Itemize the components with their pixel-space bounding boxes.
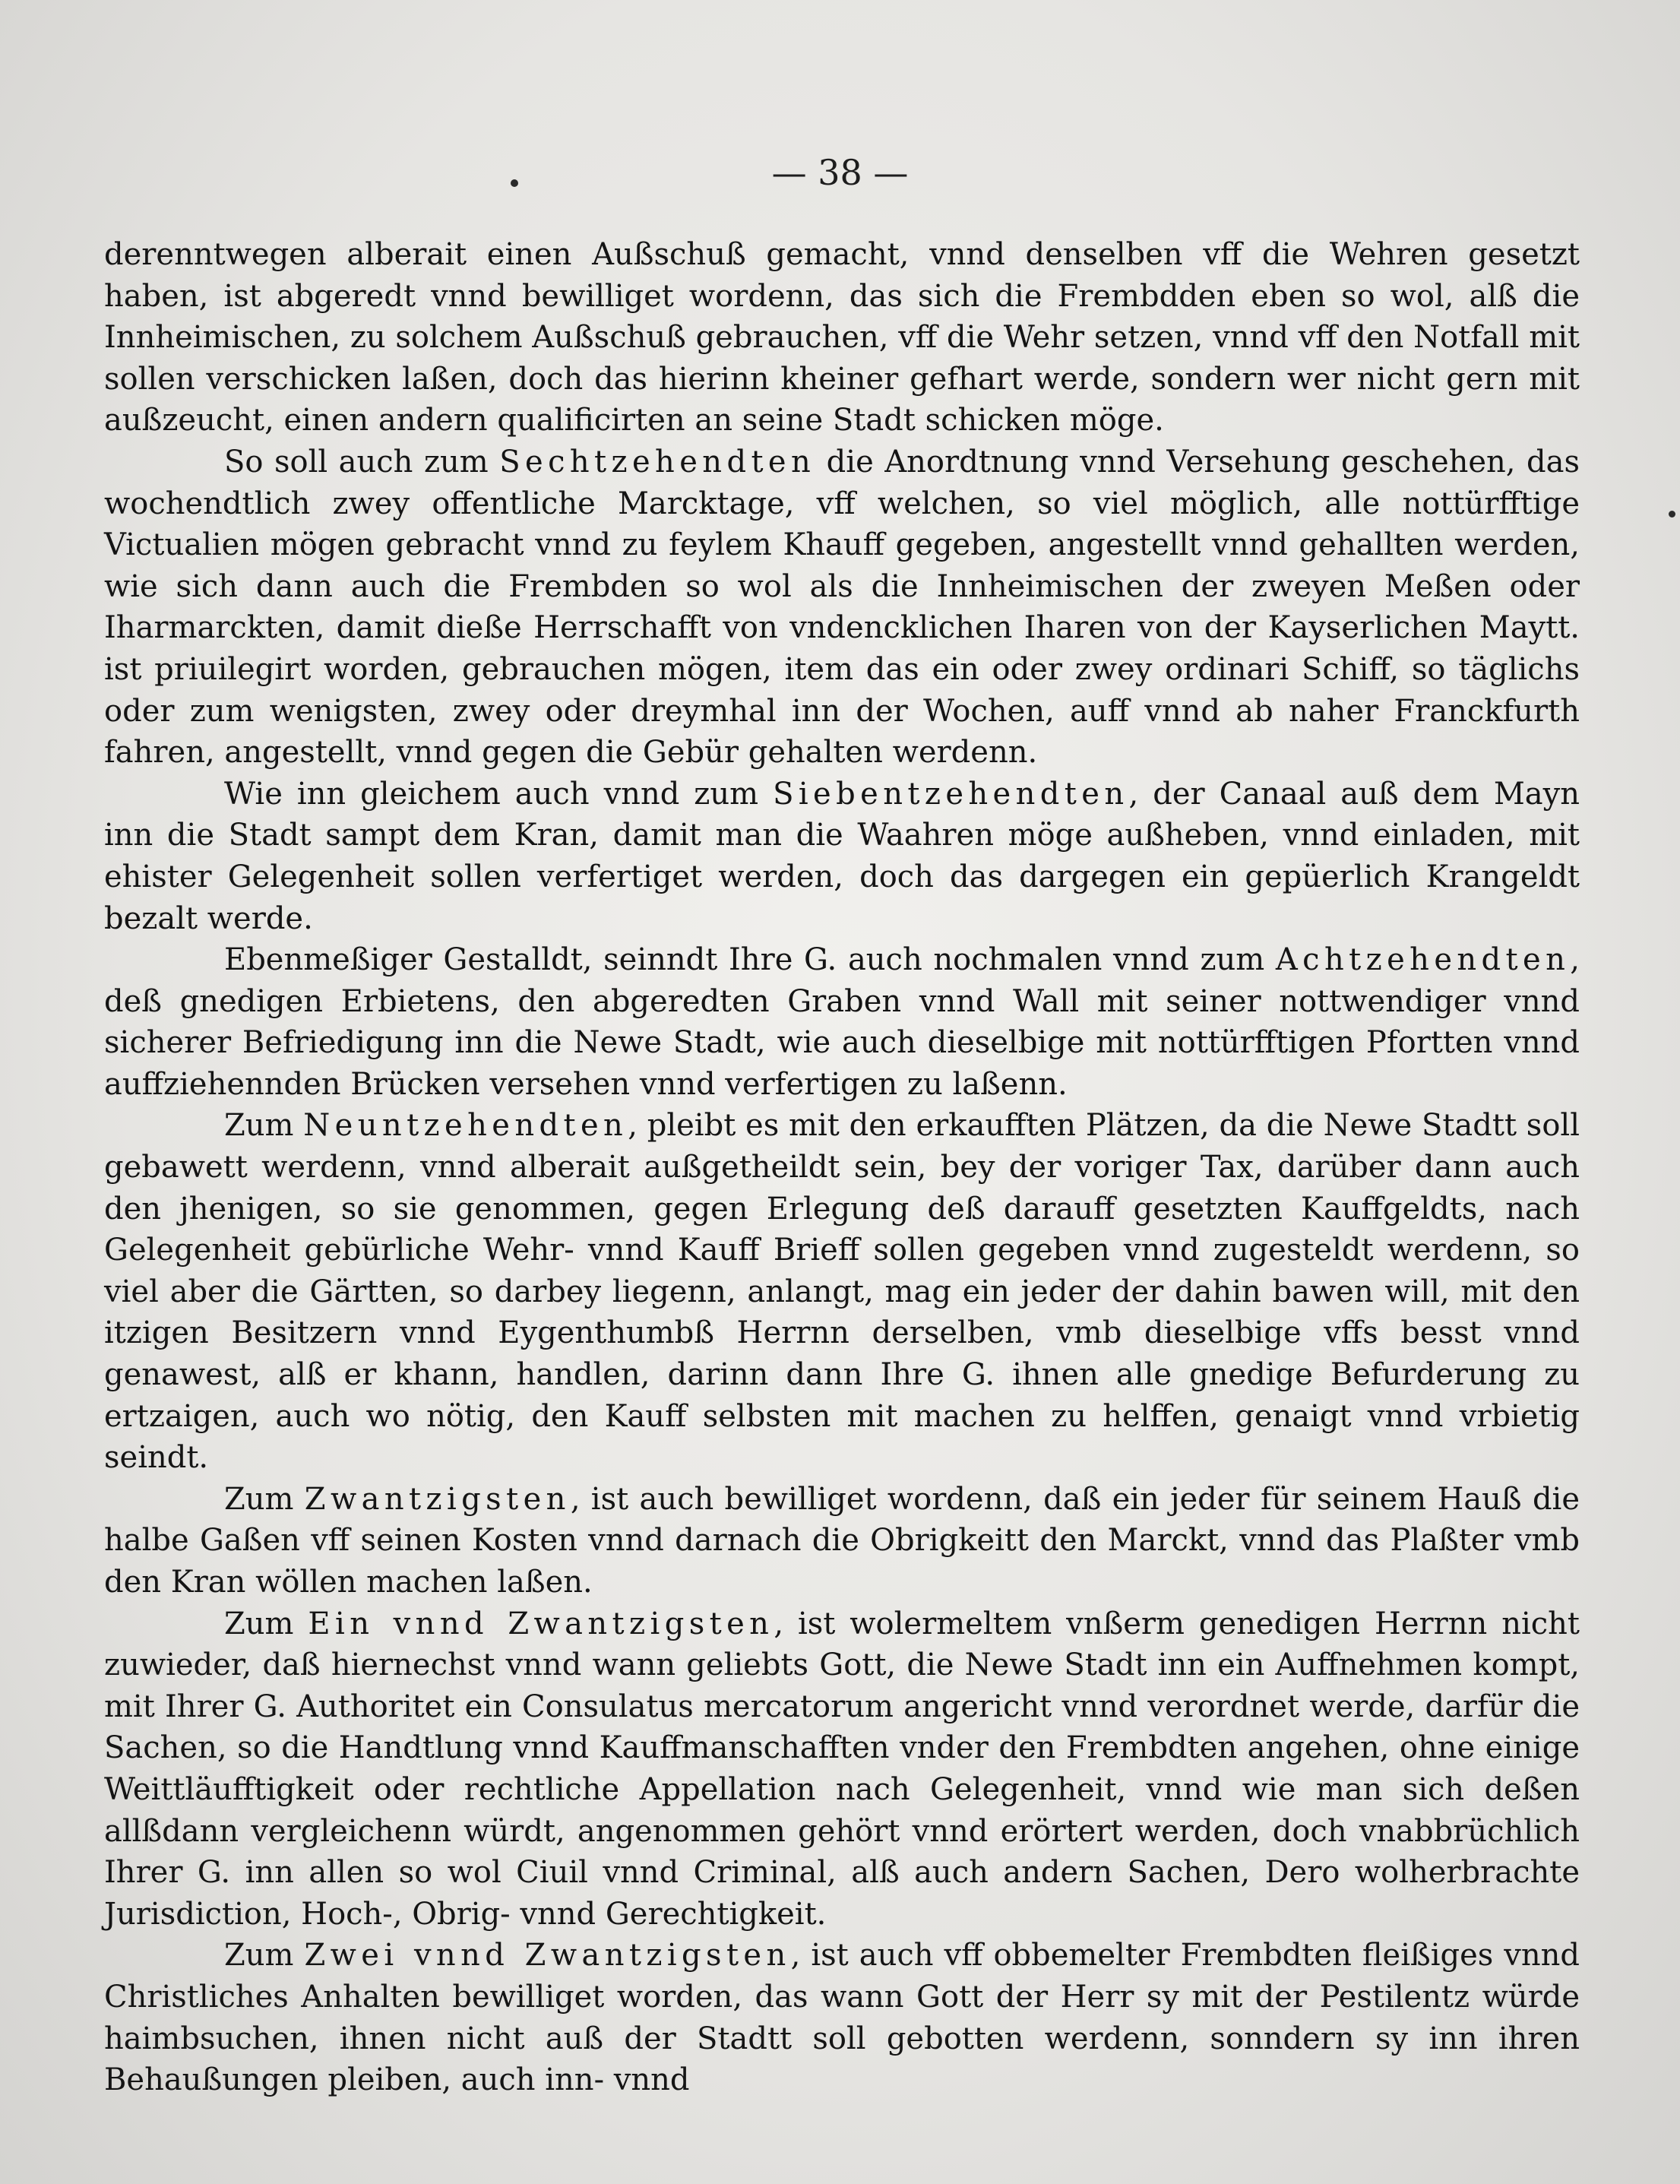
ordinal-heading: Neuntzehendten bbox=[303, 1108, 628, 1144]
paragraph-5 bbox=[104, 1105, 1580, 1478]
paragraph-text: Zum bbox=[224, 1938, 305, 1974]
paragraph-text: Zum bbox=[224, 1108, 304, 1144]
ordinal-heading: Zwantzigsten bbox=[304, 1481, 571, 1517]
paragraph-text: So soll auch zum bbox=[224, 444, 500, 480]
paragraph-1 bbox=[104, 234, 1580, 442]
page-number: — 38 — bbox=[771, 152, 909, 193]
paragraph-text: , ist auch bewilliget wordenn, daß ein jeder für seinem Hauß die halbe Gaßen vff seinen Kosten vnnd darnach die Obrigkeitt den Marckt, vnnd das Plaßter vmb den Kran wöllen machen laßen. bbox=[104, 1481, 1580, 1600]
paragraph-text: derenntwegen alberait einen Außschuß gemacht, vnnd denselben vff die Wehren gesetzt haben, ist abgeredt vnnd bewilliget wordenn, das sich die Frembdden eben so wol, alß die Innheimischen, zu solchem Außschuß gebrauchen, vff die Wehr setzen, vnnd vff den Notfall mit sollen verschicken laßen, doch das hierinn kheiner gefhart werde, sondern wer nicht gern mit außzeucht, einen andern qualificirten an seine Stadt schicken möge. bbox=[104, 237, 1580, 438]
paragraph-3 bbox=[104, 774, 1580, 939]
ordinal-heading: Ein vnnd Zwantzigsten bbox=[308, 1606, 774, 1641]
paragraph-6 bbox=[104, 1479, 1580, 1603]
paragraph-text: , pleibt es mit den erkaufften Plätzen, da die Newe Stadtt soll gebawett werdenn, vnnd alberait außgetheildt sein, bey der voriger Tax, darüber dann auch den jhenigen, so sie genommen, gegen Erlegung deß darauff gesetzten Kauffgeldts, nach Gelegenheit gebürliche Wehr- vnnd Kauff Brieff sollen gegeben vnnd zugesteldt werdenn, so viel aber die Gärtten, so darbey liegenn, anlangt, mag ein jeder der dahin bawen will, mit den itzigen Besitzern vnnd Eygenthumbß Herrnn derselben, vmb dieselbige vffs besst vnnd genawest, alß er khann, handlen, darinn dann Ihre G. ihnen alle gnedige Befurderung zu ertzaigen, auch wo nötig, den Kauff selbsten mit machen zu helffen, genaigt vnnd vrbietig seindt. bbox=[104, 1108, 1580, 1476]
paragraph-text: Wie inn gleichem auch vnnd zum bbox=[224, 776, 774, 812]
paragraph-text: , ist wolermeltem vnßerm genedigen Herrnn nicht zuwieder, daß hiernechst vnnd wann geliebts Gott, die Newe Stadt inn ein Auffnehmen kompt, mit Ihrer G. Authoritet ein Consulatus mercatorum angericht vnnd verordnet werde, darfür die Sachen, so die Handtlung vnnd Kauffmanschafften vnder den Frembdten angehen, ohne einige Weittläufftigkeit oder rechtliche Appellation nach Gelegenheit, vnnd wie man sich deßen allßdann vergleichenn würdt, angenommen gehört vnnd erörtert werden, doch vnabbrüchlich Ihrer G. inn allen so wol Ciuil vnnd Criminal, alß auch andern Sachen, Dero wolherbrachte Jurisdiction, Hoch-, Obrig- vnnd Gerechtigkeit. bbox=[104, 1606, 1580, 1932]
ordinal-heading: Sechtzehendten bbox=[499, 444, 816, 480]
paragraph-7 bbox=[104, 1603, 1580, 1936]
paragraph-text: Zum bbox=[224, 1481, 305, 1517]
paragraph-text: , ist auch vff obbemelter Frembdten fleißiges vnnd Christliches Anhalten bewilliget worden, das wann Gott der Herr sy mit der Pestilentz würde haimbsuchen, ihnen nicht auß der Stadtt soll gebotten werdenn, sonndern sy inn ihren Behaußungen pleiben, auch inn- vnnd bbox=[104, 1938, 1580, 2098]
ordinal-heading: Achtzehendten bbox=[1275, 942, 1571, 978]
paragraph-text: die Anordtnung vnnd Versehung geschehen, das wochendtlich zwey offentliche Marcktage, vff welchen, so viel möglich, alle nottürfftige Victualien mögen gebracht vnnd zu feylem Khauff gegeben, angestellt vnnd gehallten werden, wie sich dann auch die Frembden so wol als die Innheimischen der zweyen Meßen oder Iharmarckten, damit dieße Herrschafft von vndencklichen Iharen von der Kayserlichen Maytt. ist priuilegirt worden, gebrauchen mögen, item das ein oder zwey ordinari Schiff, so täglichs oder zum wenigsten, zwey oder dreymhal inn der Wochen, auff vnnd ab naher Franckfurth fahren, angestellt, vnnd gegen die Gebür gehalten werdenn. bbox=[104, 444, 1580, 771]
paragraph-text: , der Canaal auß dem Mayn inn die Stadt sampt dem Kran, damit man die Waahren möge außheben, vnnd einladen, mit ehister Gelegenheit sollen verfertiget werden, doch das dargegen ein gepüerlich Krangeldt bezalt werde. bbox=[104, 776, 1580, 936]
paragraph-4 bbox=[104, 939, 1580, 1105]
paragraph-2 bbox=[104, 442, 1580, 774]
margin-ink-mark bbox=[1669, 511, 1675, 518]
paragraph-text: Ebenmeßiger Gestalldt, seinndt Ihre G. auch nochmalen vnnd zum bbox=[224, 942, 1276, 978]
body-text bbox=[104, 234, 1580, 2101]
ordinal-heading: Zwei vnnd Zwantzigsten bbox=[304, 1938, 791, 1974]
ink-mark bbox=[511, 179, 518, 187]
ordinal-heading: Siebentzehendten bbox=[773, 776, 1129, 812]
paragraph-text: , deß gnedigen Erbietens, den abgeredten Graben vnnd Wall mit seiner nottwendiger vnnd sicherer Befriedigung inn die Newe Stadt, wie auch dieselbige mit nottürfftigen Pfortten vnnd auffziehennden Brücken versehen vnnd verfertigen zu laßenn. bbox=[104, 942, 1580, 1102]
paragraph-8 bbox=[104, 1935, 1580, 2100]
paragraph-text: Zum bbox=[224, 1606, 308, 1641]
